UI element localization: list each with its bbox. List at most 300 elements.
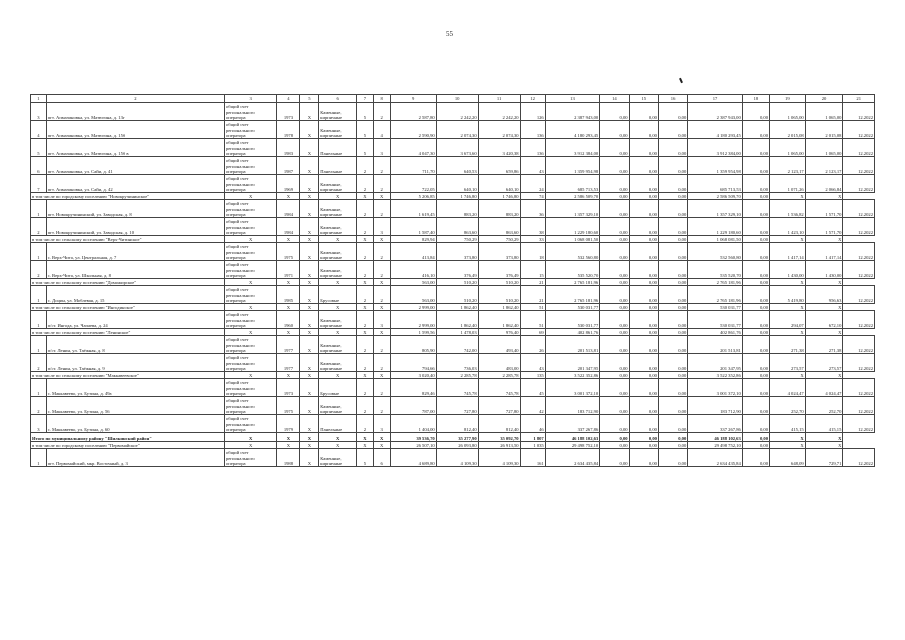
table-cell: 1 065,00 (805, 103, 843, 121)
table-cell: X (770, 193, 806, 200)
table-cell: 1 619,45 (390, 200, 436, 218)
table-cell: 0,00 (742, 354, 769, 372)
table-cell: 1987 (277, 157, 300, 175)
table-cell: 1 423,10 (770, 218, 806, 236)
table-cell: Панельные (319, 415, 357, 433)
table-cell: 2 (31, 218, 47, 236)
table-cell: 0,00 (658, 354, 687, 372)
table-cell: 1 (31, 243, 47, 261)
table-cell: Каменные, кирпичные (319, 261, 357, 279)
table-cell: 136 (520, 121, 545, 139)
table-cell: 1969 (277, 175, 300, 193)
table-cell: 1960 (277, 311, 300, 329)
table-row (31, 397, 875, 415)
table-cell: 0,00 (600, 449, 629, 467)
table-cell: X (373, 433, 390, 442)
table-cell: 2 (373, 157, 390, 175)
table-cell: общий счет регионального оператора (224, 175, 276, 193)
table-cell: 2 765 181,96 (545, 286, 600, 304)
table-cell: X (224, 236, 276, 243)
table-cell: 1 035 (520, 442, 545, 449)
table-cell: 252,70 (805, 397, 843, 415)
table-cell: X (300, 336, 319, 354)
table-cell: 0,00 (600, 157, 629, 175)
table-cell: 2 (373, 379, 390, 397)
table-cell: 51 (520, 311, 545, 329)
table-cell: 26 (520, 336, 545, 354)
table-cell: X (300, 397, 319, 415)
table-cell: 0,00 (658, 261, 687, 279)
table-cell: Брусовые (319, 379, 357, 397)
table-cell: X (277, 304, 300, 311)
table-row (31, 243, 875, 261)
table-cell: X (300, 175, 319, 193)
table-cell: 0,00 (742, 433, 769, 442)
table-cell: 183 712,90 (545, 397, 600, 415)
table-cell: 2 590,90 (390, 121, 436, 139)
table-cell: 1984 (277, 200, 300, 218)
table-cell: 0,00 (742, 261, 769, 279)
table-cell: 510,20 (436, 286, 478, 304)
table-cell: 252,70 (770, 397, 806, 415)
table-cell: 2 015,08 (770, 121, 806, 139)
table-cell: в том числе по сельскому поселению "Маккавеевское" (31, 372, 225, 379)
table-cell: 0,00 (658, 103, 687, 121)
table-cell: 863,60 (436, 218, 478, 236)
table-cell: 5 (31, 139, 47, 157)
table-cell: 5 (357, 449, 374, 467)
column-number: 6 (319, 95, 357, 103)
table-cell: 640,10 (478, 175, 520, 193)
table-cell: пгт. Апмазиновка, ул. Матюгина, д. 13г (46, 103, 224, 121)
table-cell: 1 065,00 (770, 139, 806, 157)
table-cell: 0,00 (600, 175, 629, 193)
table-cell: 0,00 (658, 236, 687, 243)
table-cell: 2 (357, 336, 374, 354)
table-cell: в том числе по сельскому поселению "Ингодинское" (31, 304, 225, 311)
table-cell: 0,00 (600, 200, 629, 218)
table-cell: 74 (520, 193, 545, 200)
table-cell: 2 (357, 379, 374, 397)
table-cell: 29 498 752,10 (688, 442, 743, 449)
table-cell: 1 068 081,50 (688, 236, 743, 243)
table-row (31, 261, 875, 279)
table-cell: 33 (520, 236, 545, 243)
table-cell: 4 180 293,45 (545, 121, 600, 139)
table-cell: 794,66 (390, 354, 436, 372)
table-cell: 2 (31, 354, 47, 372)
table-cell: 2 (357, 175, 374, 193)
table-cell: 3 (373, 139, 390, 157)
table-cell: 1 359 954,98 (688, 157, 743, 175)
table-cell: 4 (31, 121, 47, 139)
table-cell: X (300, 243, 319, 261)
table-cell: 2 634 435,84 (545, 449, 600, 467)
table-cell: 24 (520, 175, 545, 193)
column-number: 9 (390, 95, 436, 103)
table-cell: 4 109,30 (436, 449, 478, 467)
table-cell: 2 (357, 200, 374, 218)
table-cell: X (805, 329, 843, 336)
table-cell: 373,80 (478, 243, 520, 261)
table-cell: X (373, 193, 390, 200)
table-cell: п/ст. Ленин, ул. Таёжная, д. 8 (46, 336, 224, 354)
table-cell: 727,80 (436, 397, 478, 415)
table-cell: 21 (520, 279, 545, 286)
table-cell: 0,00 (742, 157, 769, 175)
table-cell: 1971 (277, 261, 300, 279)
table-cell: 530 031,77 (545, 311, 600, 329)
table-cell: пгт. Апмазиновка, ул. Матюгина, д. 15б в (46, 139, 224, 157)
header-row (31, 95, 875, 103)
table-cell: 12.2022 (843, 175, 875, 193)
table-cell: 1978 (277, 121, 300, 139)
table-cell: X (805, 193, 843, 200)
table-cell: 0,00 (658, 397, 687, 415)
subtotal-row (31, 329, 875, 336)
table-cell: X (300, 200, 319, 218)
table-cell: X (770, 279, 806, 286)
table-cell: X (357, 329, 374, 336)
table-cell: X (224, 329, 276, 336)
table-cell: 1 229 180,60 (545, 218, 600, 236)
table-cell: 0,00 (742, 236, 769, 243)
table-cell: 1985 (277, 286, 300, 304)
table-cell: 2 765 181,96 (688, 279, 743, 286)
column-number: 19 (770, 95, 806, 103)
table-cell: 829,94 (390, 236, 436, 243)
table-cell: 0,00 (600, 103, 629, 121)
table-cell: общий счет регионального оператора (224, 261, 276, 279)
table-cell: X (224, 442, 276, 449)
table-cell: 1 065,00 (805, 139, 843, 157)
table-row (31, 354, 875, 372)
table-cell: X (319, 329, 357, 336)
table-cell: 1988 (277, 449, 300, 467)
table-cell: 3 522 352,86 (545, 372, 600, 379)
table-cell: 0,00 (742, 175, 769, 193)
table-cell: X (300, 139, 319, 157)
table-cell: 1 359 954,98 (545, 157, 600, 175)
table-cell: 12.2022 (843, 139, 875, 157)
table-cell: X (300, 286, 319, 304)
table-cell: X (300, 121, 319, 139)
table-cell: 0,00 (658, 175, 687, 193)
table-cell: X (300, 236, 319, 243)
table-cell: 3 001 372,10 (545, 379, 600, 397)
table-cell: 1977 (277, 354, 300, 372)
table-cell: 1 (31, 200, 47, 218)
table-cell: 0,00 (658, 304, 687, 311)
table-cell: 0,00 (629, 354, 658, 372)
table-cell: пгт. Апмазиновка, ул. Сайи, д. 42 (46, 175, 224, 193)
table-cell: Каменные, кирпичные (319, 103, 357, 121)
table-cell: 1975 (277, 397, 300, 415)
table-cell: с. Верх-Чита, ул. Центральная, д. 7 (46, 243, 224, 261)
table-cell: общий счет регионального оператора (224, 311, 276, 329)
table-cell: X (277, 433, 300, 442)
table-cell: общий счет регионального оператора (224, 379, 276, 397)
table-cell: 183 712,90 (688, 397, 743, 415)
table-cell: 2 (373, 200, 390, 218)
table-row (31, 336, 875, 354)
table-cell: 0,00 (742, 304, 769, 311)
table-cell: 0,00 (742, 193, 769, 200)
table-cell: X (300, 372, 319, 379)
table-cell: 3 (373, 218, 390, 236)
table-cell: 0,00 (658, 379, 687, 397)
table-cell: 2 (373, 397, 390, 415)
table-cell: 745,78 (436, 379, 478, 397)
table-cell: 1973 (277, 103, 300, 121)
table-cell: 0,00 (742, 279, 769, 286)
table-cell: 0,00 (742, 103, 769, 121)
table-row (31, 200, 875, 218)
table-cell: 36 (520, 200, 545, 218)
table-cell: 3 420,38 (478, 139, 520, 157)
table-cell: п/ст. Ингода, ул. Чапаева, д. 24 (46, 311, 224, 329)
table-cell: общий счет регионального оператора (224, 157, 276, 175)
table-cell: X (373, 329, 390, 336)
table-cell: 3 912 384,00 (688, 139, 743, 157)
table-cell: 1983 (277, 139, 300, 157)
table-cell: 736,03 (436, 354, 478, 372)
table-cell: 3 020,40 (390, 372, 436, 379)
table-row (31, 379, 875, 397)
table-cell: 0,00 (629, 329, 658, 336)
total-row (31, 433, 875, 442)
table-cell: 510,20 (478, 279, 520, 286)
table-cell: 2 285,78 (478, 372, 520, 379)
table-cell: 0,00 (600, 218, 629, 236)
table-cell: 2 765 181,96 (545, 279, 600, 286)
table-cell: 294,07 (770, 311, 806, 329)
table-cell: X (770, 329, 806, 336)
table-cell: 376,49 (436, 261, 478, 279)
table-cell: в том числе по сельскому поселению "Доможирское" (31, 279, 225, 286)
table-cell: общий счет регионального оператора (224, 397, 276, 415)
table-cell: 2 (373, 286, 390, 304)
table-cell: общий счет регионального оператора (224, 243, 276, 261)
table-cell: 0,00 (742, 415, 769, 433)
table-cell: X (277, 329, 300, 336)
table-cell: 29 498 752,10 (545, 442, 600, 449)
table-cell: 0,00 (600, 279, 629, 286)
table-cell: 0,00 (658, 243, 687, 261)
table-cell: 1 536,82 (770, 200, 806, 218)
table-cell: X (357, 193, 374, 200)
table-cell: X (357, 236, 374, 243)
table-cell: 532 560,80 (688, 243, 743, 261)
table-row (31, 286, 875, 304)
table-cell: X (319, 279, 357, 286)
table-cell: 0,00 (629, 218, 658, 236)
table-cell: X (300, 449, 319, 467)
column-number: 12 (520, 95, 545, 103)
table-cell: 18 (520, 243, 545, 261)
table-cell: 51 (520, 304, 545, 311)
column-number: 1 (31, 95, 47, 103)
table-cell: X (770, 442, 806, 449)
table-cell: 1 599,56 (390, 329, 436, 336)
table-cell: 1 404,00 (390, 415, 436, 433)
table-cell: 1 229 180,60 (688, 218, 743, 236)
table-cell: 0,00 (629, 279, 658, 286)
table-cell: 1 430,00 (770, 261, 806, 279)
table-cell: 750,29 (436, 236, 478, 243)
table-cell: 0,00 (629, 236, 658, 243)
table-cell: 1 862,40 (436, 304, 478, 311)
table-cell: 829,46 (390, 379, 436, 397)
table-cell: X (770, 372, 806, 379)
table-cell: 812,40 (478, 415, 520, 433)
table-cell: X (300, 329, 319, 336)
column-number: 21 (843, 95, 875, 103)
table-cell: 510,20 (478, 286, 520, 304)
table-cell: 415,15 (805, 415, 843, 433)
table-cell: 1973 (277, 379, 300, 397)
table-cell: 42 (520, 397, 545, 415)
table-cell: 745,78 (478, 379, 520, 397)
table-cell: X (300, 354, 319, 372)
table-cell: 12.2022 (843, 311, 875, 329)
table-cell: 0,00 (600, 139, 629, 157)
table-cell: 0,00 (629, 286, 658, 304)
column-number: 17 (688, 95, 743, 103)
table-cell: 4 109,30 (478, 449, 520, 467)
table-cell: 273,57 (770, 354, 806, 372)
table-cell: 0,00 (600, 193, 629, 200)
table-cell: X (357, 304, 374, 311)
table-cell: 0,00 (658, 193, 687, 200)
column-number: 14 (600, 95, 629, 103)
table-cell: Панельные (319, 139, 357, 157)
table-cell: 0,00 (600, 415, 629, 433)
table-cell: 2 387 943,00 (688, 103, 743, 121)
table-cell: пгт. Новокручининский, ул. Заводская, д. 10 (46, 218, 224, 236)
table-cell: 530 031,77 (545, 304, 600, 311)
table-cell: X (319, 236, 357, 243)
table-cell: 46 188 102,63 (545, 433, 600, 442)
table-cell: 0,00 (629, 175, 658, 193)
table-cell: X (300, 261, 319, 279)
column-number: 16 (658, 95, 687, 103)
table-cell: в том числе по сельскому поселению "Верх-Читинское" (31, 236, 225, 243)
page-number: 55 (446, 30, 453, 38)
table-cell: 2 (373, 261, 390, 279)
table-cell: Каменные, кирпичные (319, 200, 357, 218)
table-cell: 1 (31, 286, 47, 304)
table-cell: 0,00 (629, 139, 658, 157)
table-cell: 161 (520, 449, 545, 467)
table-cell: 0,00 (742, 200, 769, 218)
subtotal-row (31, 372, 875, 379)
table-cell: 2 (357, 243, 374, 261)
data-table (30, 94, 875, 467)
table-cell: 0,00 (658, 139, 687, 157)
table-cell: 1 862,40 (436, 311, 478, 329)
table-cell: 976,40 (478, 329, 520, 336)
table-cell: 12.2022 (843, 336, 875, 354)
table-cell: 201 347,95 (545, 354, 600, 372)
table-cell: 2 242,20 (436, 103, 478, 121)
column-number: 20 (805, 95, 843, 103)
table-cell: X (300, 442, 319, 449)
table-cell: 2 (357, 286, 374, 304)
table-cell: общий счет регионального оператора (224, 121, 276, 139)
table-cell: X (805, 372, 843, 379)
table-cell: 2 123,17 (770, 157, 806, 175)
table-cell: 2 (373, 336, 390, 354)
table-cell: 1 746,80 (436, 193, 478, 200)
table-cell: 0,00 (742, 372, 769, 379)
table-cell: 0,00 (658, 336, 687, 354)
table-cell: 5 (357, 121, 374, 139)
table-cell: X (770, 304, 806, 311)
table-cell: Каменные, кирпичные (319, 397, 357, 415)
subtotal-row (31, 442, 875, 449)
table-cell: X (300, 279, 319, 286)
table-cell: 0,00 (629, 449, 658, 467)
table-cell: 201 513,81 (545, 336, 600, 354)
table-cell: 0,00 (600, 304, 629, 311)
table-cell: 0,00 (600, 236, 629, 243)
table-cell: в том числе по городскому поселению "Первомайское" (31, 442, 225, 449)
table-cell: 26 093,80 (436, 442, 478, 449)
table-cell: 1 807 (520, 433, 545, 442)
table-cell: 3 (31, 415, 47, 433)
table-row (31, 121, 875, 139)
table-cell: 2 074,30 (478, 121, 520, 139)
table-cell: X (319, 372, 357, 379)
table-cell: 12.2022 (843, 121, 875, 139)
table-cell: 45 (520, 379, 545, 397)
table-cell: 3 522 352,86 (688, 372, 743, 379)
table-cell: 640,53 (436, 157, 478, 175)
table-cell: 1 571,70 (805, 200, 843, 218)
table-cell: 535 520,70 (545, 261, 600, 279)
table-cell: X (300, 304, 319, 311)
table-cell: 402 861,76 (545, 329, 600, 336)
table-cell: X (319, 193, 357, 200)
table-cell: 685 713,53 (688, 175, 743, 193)
table-cell: 4 024,47 (805, 379, 843, 397)
table-cell: X (277, 193, 300, 200)
table-cell: 1 (31, 336, 47, 354)
table-cell: 1 (31, 311, 47, 329)
table-cell: X (300, 157, 319, 175)
table-cell: 530 031,77 (688, 304, 743, 311)
table-row (31, 415, 875, 433)
table-cell: 43 (520, 157, 545, 175)
table-cell: 0,00 (629, 397, 658, 415)
table-cell: 1 357 329,10 (545, 200, 600, 218)
table-cell: 0,00 (742, 218, 769, 236)
table-cell: 883,20 (478, 200, 520, 218)
table-cell: 413,84 (390, 243, 436, 261)
table-cell: 2 999,00 (390, 304, 436, 311)
table-cell: 2 285,78 (436, 372, 478, 379)
table-cell: 26 913,50 (478, 442, 520, 449)
table-cell: 0,00 (600, 243, 629, 261)
table-cell: X (373, 236, 390, 243)
table-cell: с. Маккавеево, ул. Бутина, д. 60 (46, 415, 224, 433)
table-cell: X (357, 372, 374, 379)
table-cell: 0,00 (629, 442, 658, 449)
table-cell: 21 (520, 286, 545, 304)
column-number: 3 (224, 95, 276, 103)
table-cell: 271,38 (770, 336, 806, 354)
